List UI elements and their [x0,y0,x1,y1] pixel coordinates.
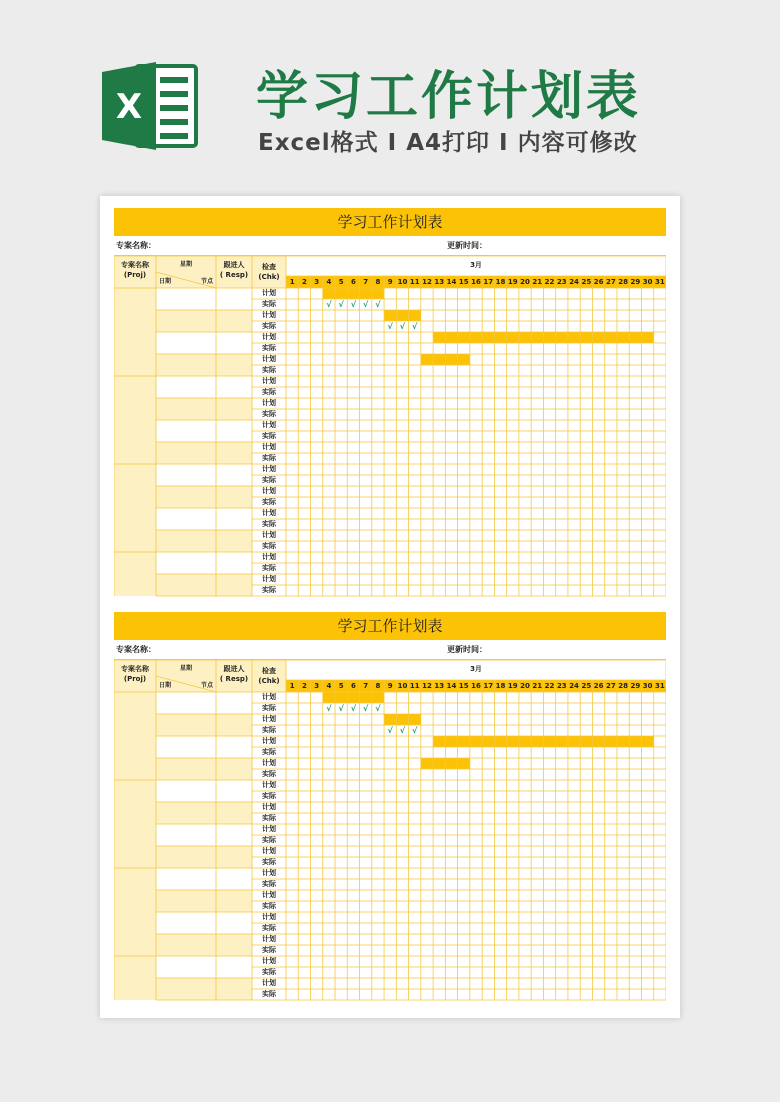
actual-check-mark: √ [399,322,406,331]
row-pair-fill [156,978,252,1000]
day-header: 17 [483,278,494,286]
row-type-label: 实际 [262,432,276,440]
day-header: 25 [581,278,592,286]
gantt-grid [114,256,666,598]
row-pair-fill [156,354,252,376]
row-type-label: 计划 [262,935,276,943]
row-type-label: 计划 [262,825,276,833]
update-time-label: 更新时间： [447,241,487,250]
day-header: 13 [434,682,445,690]
row-pair-fill [156,442,252,464]
day-header: 22 [544,278,555,286]
day-header: 13 [434,278,445,286]
day-header: 14 [446,278,457,286]
plan-sheet [114,208,666,598]
day-header: 14 [446,682,457,690]
day-header: 19 [507,278,518,286]
day-header: 10 [397,278,408,286]
col-header-chk: 检查 [262,263,276,271]
page-subtitle: Excel格式 I A4打印 I 内容可修改 [258,130,638,156]
actual-check-mark: √ [375,704,381,713]
day-header: 16 [471,278,481,286]
day-header: 6 [350,278,356,286]
row-type-label: 实际 [262,792,276,800]
row-type-label: 实际 [262,388,276,396]
actual-check-mark: √ [363,704,369,713]
row-type-label: 计划 [262,715,276,723]
day-header: 27 [605,682,616,690]
sheet-title: 学习工作计划表 [114,208,666,236]
row-type-label: 计划 [262,311,276,319]
day-header: 24 [569,682,579,690]
row-type-label: 实际 [262,924,276,932]
day-header: 6 [350,682,356,690]
row-pair-fill [156,934,252,956]
info-row [114,640,666,660]
col-header-node: 节点 [200,278,213,285]
actual-check-mark: √ [387,322,393,331]
row-type-label: 实际 [262,946,276,954]
info-row [114,236,666,256]
actual-check-mark: √ [399,726,406,735]
day-header: 31 [655,278,665,286]
col-header-chk-en: (Chk) [258,273,280,281]
row-type-label: 实际 [262,858,276,866]
actual-check-mark: √ [387,726,393,735]
day-header: 20 [520,278,530,286]
day-header: 12 [422,682,432,690]
update-time-label: 更新时间： [447,645,487,654]
day-header: 18 [495,682,506,690]
page-header [0,0,780,190]
col-header-date: 日期 [158,682,171,689]
day-header: 29 [630,682,641,690]
row-type-label: 实际 [262,770,276,778]
day-header: 23 [556,682,567,690]
day-header: 17 [483,682,494,690]
day-header: 27 [605,278,616,286]
day-header: 20 [520,682,530,690]
day-header: 29 [630,278,641,286]
day-header: 1 [289,278,295,286]
col-header-resp-en: ( Resp) [219,271,249,279]
row-type-label: 实际 [262,586,276,594]
row-type-label: 实际 [262,880,276,888]
col-header-resp: 跟进人 [223,261,245,269]
actual-check-mark: √ [338,300,344,309]
day-header: 26 [593,682,604,690]
actual-check-mark: √ [350,300,357,309]
col-header-chk-en: (Chk) [258,677,280,685]
row-pair-fill [156,714,252,736]
day-header: 8 [375,682,381,690]
row-type-label: 计划 [262,737,276,745]
row-type-label: 计划 [262,487,276,495]
day-header: 28 [618,278,628,286]
row-type-label: 计划 [262,443,276,451]
actual-check-mark: √ [363,300,369,309]
day-header: 7 [363,682,369,690]
plan-bar [323,692,384,703]
day-header: 16 [471,682,481,690]
day-header: 31 [655,682,665,690]
day-header: 9 [387,682,393,690]
col-header-period: 星期 [179,665,192,672]
excel-icon [98,58,200,154]
row-type-label: 计划 [262,803,276,811]
row-pair-fill [156,530,252,552]
row-type-label: 实际 [262,322,276,330]
col-header-proj: 专案名称 [121,665,149,673]
day-header: 22 [544,682,555,690]
day-header: 4 [326,682,332,690]
day-header: 2 [301,682,307,690]
day-header: 11 [409,278,420,286]
day-header: 28 [618,682,628,690]
row-type-label: 计划 [262,421,276,429]
row-type-label: 实际 [262,498,276,506]
document-page [100,196,680,1018]
row-type-label: 实际 [262,990,276,998]
gantt-grid [114,660,666,1002]
col-header-proj-en: (Proj) [123,271,147,279]
row-pair-fill [156,890,252,912]
col-header-chk: 检查 [262,667,276,675]
day-header: 30 [642,682,653,690]
row-pair-fill [156,486,252,508]
row-type-label: 计划 [262,509,276,517]
project-column-fill [114,692,156,1000]
col-header-period: 星期 [179,261,192,268]
row-type-label: 实际 [262,542,276,550]
col-header-date: 日期 [158,278,171,285]
row-type-label: 计划 [262,377,276,385]
row-type-label: 实际 [262,454,276,462]
row-type-label: 计划 [262,333,276,341]
row-type-label: 实际 [262,814,276,822]
row-type-label: 计划 [262,355,276,363]
day-header: 5 [338,278,344,286]
col-header-proj-en: (Proj) [123,675,147,683]
plan-bar [323,288,384,299]
day-header: 18 [495,278,506,286]
day-header: 3 [314,278,320,286]
row-type-label: 计划 [262,465,276,473]
row-type-label: 实际 [262,748,276,756]
day-header: 9 [387,278,393,286]
row-type-label: 计划 [262,399,276,407]
project-column-fill [114,288,156,596]
day-header: 1 [289,682,295,690]
month-header: 3月 [470,665,482,673]
row-type-label: 实际 [262,476,276,484]
actual-check-mark: √ [412,726,418,735]
sheet-title: 学习工作计划表 [114,612,666,640]
row-type-label: 实际 [262,902,276,910]
day-header: 21 [532,278,543,286]
row-type-label: 实际 [262,564,276,572]
svg-text:X: X [115,87,143,127]
row-type-label: 实际 [262,410,276,418]
gantt-grid-lines [114,256,666,598]
col-header-resp: 跟进人 [223,665,245,673]
col-header-proj: 专案名称 [121,261,149,269]
row-pair-fill [156,574,252,596]
plan-bar [384,310,421,321]
actual-check-mark: √ [326,300,332,309]
col-header-node: 节点 [200,682,213,689]
month-header: 3月 [470,261,482,269]
row-pair-fill [156,802,252,824]
row-type-label: 计划 [262,531,276,539]
actual-check-mark: √ [412,322,418,331]
day-header: 24 [569,278,579,286]
page-title: 学习工作计划表 [256,67,642,127]
day-header: 25 [581,682,592,690]
row-type-label: 实际 [262,520,276,528]
day-header: 10 [397,682,408,690]
day-header: 19 [507,682,518,690]
row-type-label: 实际 [262,300,276,308]
day-header: 15 [458,682,469,690]
day-header: 4 [326,278,332,286]
day-header: 30 [642,278,653,286]
row-pair-fill [156,846,252,868]
day-header: 21 [532,682,543,690]
row-type-label: 实际 [262,366,276,374]
row-type-label: 计划 [262,781,276,789]
row-type-label: 计划 [262,759,276,767]
row-type-label: 实际 [262,836,276,844]
row-type-label: 计划 [262,553,276,561]
row-type-label: 计划 [262,847,276,855]
row-pair-fill [156,310,252,332]
plan-sheet [114,612,666,1002]
project-name-label: 专案名称： [116,241,156,250]
row-type-label: 计划 [262,575,276,583]
plan-bar [384,714,421,725]
row-pair-fill [156,758,252,780]
row-type-label: 计划 [262,913,276,921]
day-header: 12 [422,278,432,286]
col-header-resp-en: ( Resp) [219,675,249,683]
project-name-label: 专案名称： [116,645,156,654]
day-header: 15 [458,278,469,286]
day-header: 26 [593,278,604,286]
row-type-label: 计划 [262,957,276,965]
row-type-label: 计划 [262,979,276,987]
row-type-label: 实际 [262,726,276,734]
row-type-label: 计划 [262,289,276,297]
actual-check-mark: √ [326,704,332,713]
actual-check-mark: √ [350,704,357,713]
day-header: 2 [301,278,307,286]
day-header: 8 [375,278,381,286]
row-type-label: 实际 [262,344,276,352]
actual-check-mark: √ [338,704,344,713]
row-pair-fill [156,398,252,420]
row-type-label: 计划 [262,693,276,701]
day-header: 11 [409,682,420,690]
row-type-label: 计划 [262,891,276,899]
gantt-grid-lines [114,660,666,1002]
day-header: 5 [338,682,344,690]
day-header: 23 [556,278,567,286]
day-header: 7 [363,278,369,286]
row-type-label: 计划 [262,869,276,877]
row-type-label: 实际 [262,704,276,712]
day-header: 3 [314,682,320,690]
actual-check-mark: √ [375,300,381,309]
row-type-label: 实际 [262,968,276,976]
